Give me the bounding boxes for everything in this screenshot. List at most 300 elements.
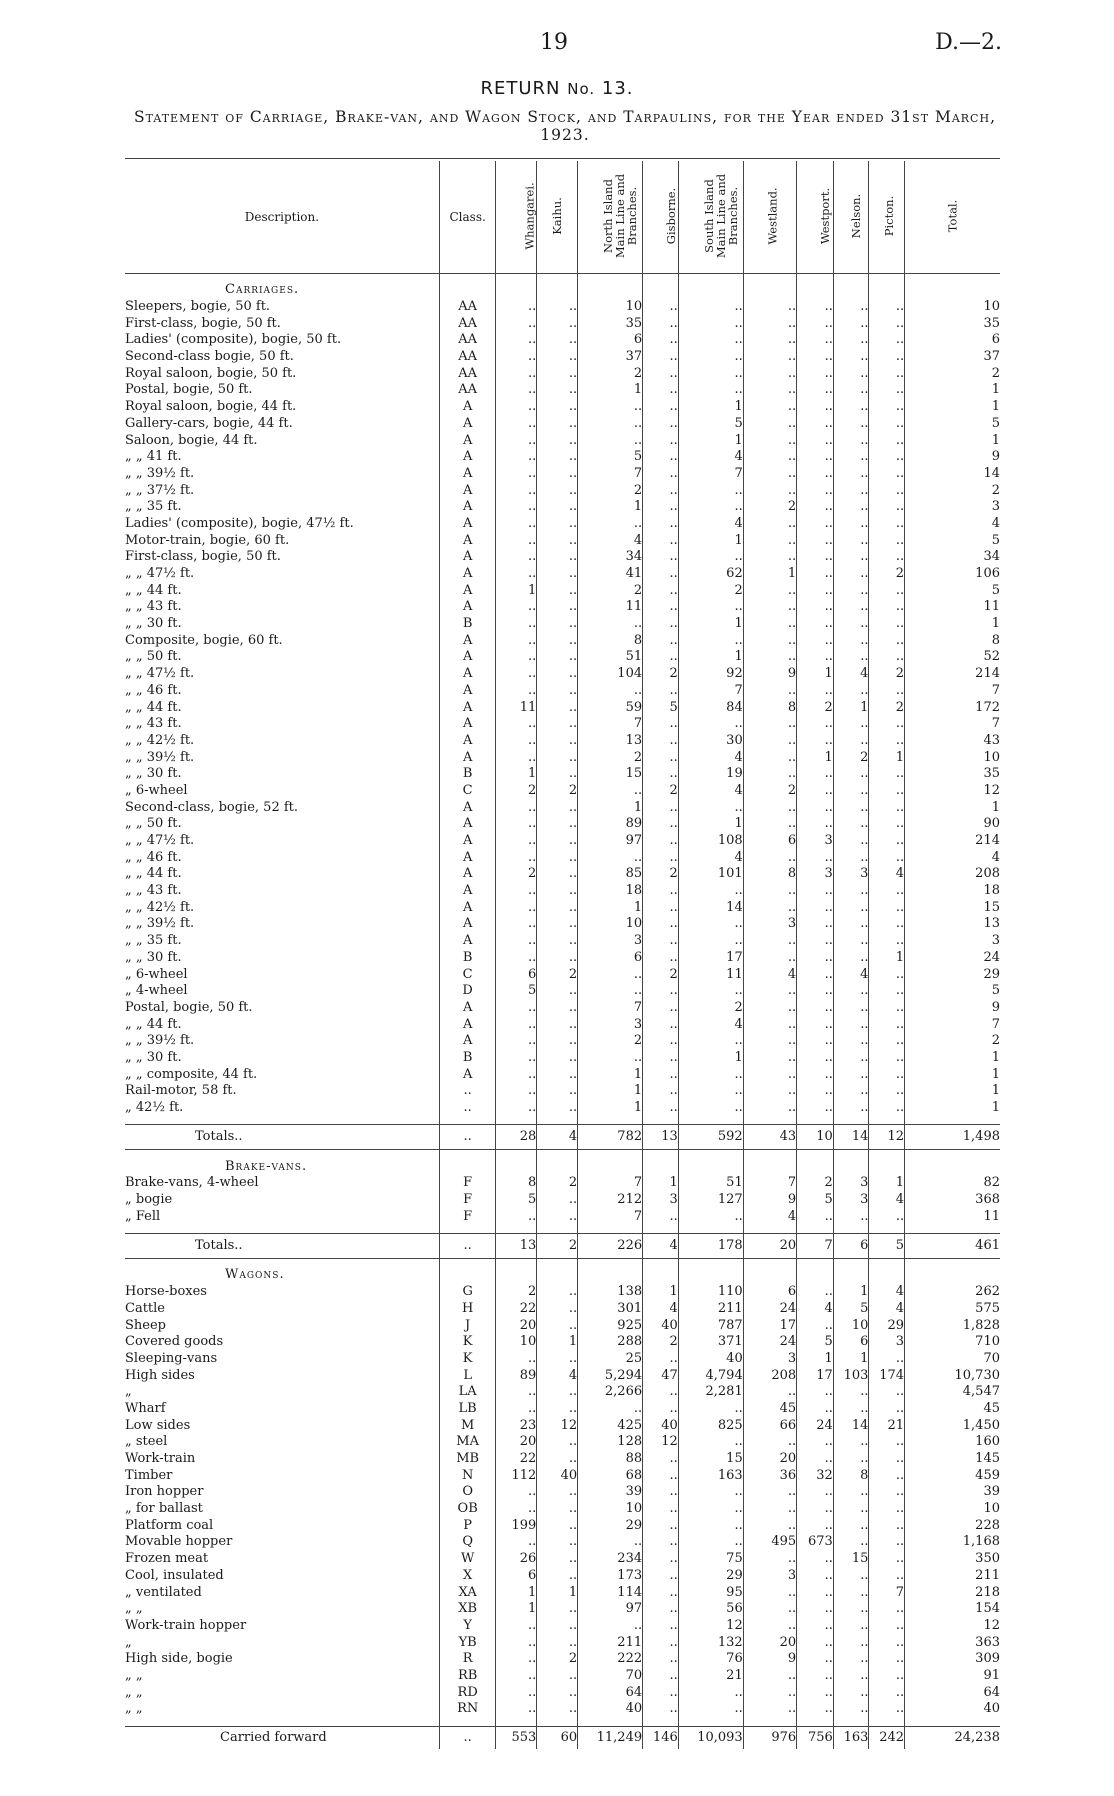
row-class: A — [439, 466, 496, 483]
row-value: 6 — [496, 966, 537, 983]
row-value: .. — [537, 1033, 578, 1050]
row-value: .. — [643, 1551, 679, 1568]
table-row — [125, 616, 1000, 633]
row-value: 35 — [905, 766, 1000, 783]
row-value: 3 — [905, 933, 1000, 950]
row-class: B — [439, 950, 496, 967]
row-value: .. — [678, 332, 743, 349]
row-value: .. — [643, 1083, 679, 1100]
row-description: Royal saloon, bogie, 44 ft. — [125, 399, 297, 415]
row-value: .. — [496, 1351, 537, 1368]
row-value: .. — [833, 532, 869, 549]
row-value: .. — [643, 733, 679, 750]
row-value: .. — [537, 1701, 578, 1718]
row-value: 5 — [905, 582, 1000, 599]
table-row — [125, 799, 1000, 816]
table-row — [125, 1501, 1000, 1518]
row-value: .. — [743, 1083, 796, 1100]
row-value: .. — [743, 349, 796, 366]
row-value: 154 — [905, 1601, 1000, 1618]
row-value: .. — [643, 983, 679, 1000]
row-value: 208 — [743, 1367, 796, 1384]
row-value: 10 — [578, 1501, 643, 1518]
row-value: .. — [869, 1351, 905, 1368]
row-value: 20 — [496, 1434, 537, 1451]
row-value: .. — [833, 599, 869, 616]
row-value: .. — [869, 983, 905, 1000]
row-value: .. — [869, 616, 905, 633]
row-value: 2 — [678, 582, 743, 599]
row-value: 10 — [578, 299, 643, 316]
row-value: .. — [797, 1016, 834, 1033]
table-row — [125, 899, 1000, 916]
row-value: 6 — [905, 332, 1000, 349]
table-row — [125, 365, 1000, 382]
row-description: Cattle — [125, 1300, 165, 1316]
row-value: 90 — [905, 816, 1000, 833]
row-value: 4 — [743, 966, 796, 983]
row-class: Y — [439, 1618, 496, 1635]
row-value: .. — [833, 1208, 869, 1225]
row-value: 22 — [496, 1301, 537, 1318]
row-value: 2 — [905, 365, 1000, 382]
row-value: .. — [833, 899, 869, 916]
row-value: 7 — [578, 1000, 643, 1017]
row-value: .. — [743, 799, 796, 816]
row-value: 363 — [905, 1634, 1000, 1651]
row-value — [743, 1116, 796, 1125]
row-value: 1 — [678, 816, 743, 833]
row-value: .. — [869, 1066, 905, 1083]
row-value: 103 — [833, 1367, 869, 1384]
row-description: Royal saloon, bogie, 50 ft. — [125, 365, 297, 381]
row-value: 1 — [905, 382, 1000, 399]
row-value: .. — [743, 899, 796, 916]
row-value — [743, 1259, 796, 1268]
row-value: .. — [537, 683, 578, 700]
row-value: .. — [833, 566, 869, 583]
row-class: .. — [439, 1083, 496, 1100]
row-value: .. — [833, 1501, 869, 1518]
row-value: .. — [797, 1568, 834, 1585]
row-value: .. — [743, 649, 796, 666]
row-value: .. — [743, 1000, 796, 1017]
row-value: .. — [643, 816, 679, 833]
row-value: .. — [496, 466, 537, 483]
row-class: C — [439, 966, 496, 983]
row-value: .. — [869, 1050, 905, 1067]
row-value: .. — [678, 599, 743, 616]
row-value: 214 — [905, 833, 1000, 850]
row-value: .. — [678, 299, 743, 316]
row-value: .. — [797, 1401, 834, 1418]
table-row — [125, 1651, 1000, 1668]
table-row — [125, 883, 1000, 900]
row-value: 132 — [678, 1634, 743, 1651]
row-class: A — [439, 566, 496, 583]
table-row — [125, 1684, 1000, 1701]
table-row — [125, 1384, 1000, 1401]
row-value: 110 — [678, 1284, 743, 1301]
row-value: 3 — [743, 1568, 796, 1585]
row-value: 782 — [578, 1125, 643, 1150]
row-description: „ „ composite, 44 ft. — [125, 1066, 258, 1082]
row-value: .. — [537, 749, 578, 766]
row-value — [578, 1718, 643, 1727]
row-value: 13 — [905, 916, 1000, 933]
row-value: 1 — [869, 749, 905, 766]
row-value: .. — [743, 933, 796, 950]
table-row — [125, 532, 1000, 549]
row-value: .. — [743, 1584, 796, 1601]
table-row — [125, 1517, 1000, 1534]
table-row — [125, 1618, 1000, 1635]
row-class: AA — [439, 332, 496, 349]
row-value: .. — [797, 466, 834, 483]
table-row — [125, 1000, 1000, 1017]
row-value: 20 — [743, 1234, 796, 1259]
row-value: .. — [833, 1701, 869, 1718]
row-value — [537, 1158, 578, 1175]
row-value: 12 — [537, 1417, 578, 1434]
row-description: Work-train hopper — [125, 1617, 247, 1633]
row-value: .. — [496, 1384, 537, 1401]
row-value: .. — [743, 1384, 796, 1401]
row-value: .. — [537, 482, 578, 499]
row-class: A — [439, 699, 496, 716]
row-value: .. — [537, 1451, 578, 1468]
row-class: M — [439, 1417, 496, 1434]
row-value: .. — [869, 432, 905, 449]
row-value: 4 — [643, 1301, 679, 1318]
row-value: .. — [797, 950, 834, 967]
row-value — [797, 1718, 834, 1727]
row-class: A — [439, 549, 496, 566]
row-value: .. — [678, 499, 743, 516]
row-value — [678, 1718, 743, 1727]
row-value: 2 — [537, 1234, 578, 1259]
row-value: .. — [869, 716, 905, 733]
table-row — [125, 649, 1000, 666]
row-value: .. — [496, 849, 537, 866]
table-row — [125, 666, 1000, 683]
row-value: .. — [496, 649, 537, 666]
row-value: .. — [643, 1033, 679, 1050]
row-value: 1 — [905, 432, 1000, 449]
row-value — [869, 274, 905, 283]
row-description: Horse-boxes — [125, 1284, 207, 1300]
row-value: 32 — [797, 1467, 834, 1484]
row-value: 1 — [678, 649, 743, 666]
row-value — [678, 1259, 743, 1268]
row-value: 8 — [578, 632, 643, 649]
table-row — [125, 1668, 1000, 1685]
table-row — [125, 1601, 1000, 1618]
row-value: 97 — [578, 1601, 643, 1618]
row-value: .. — [496, 1684, 537, 1701]
row-value: .. — [496, 883, 537, 900]
row-value: 12 — [905, 783, 1000, 800]
row-value — [578, 1150, 643, 1159]
row-value: 10 — [797, 1125, 834, 1150]
row-value: .. — [537, 432, 578, 449]
row-class: A — [439, 532, 496, 549]
row-value: 1 — [578, 1066, 643, 1083]
row-value: .. — [833, 1016, 869, 1033]
section-heading — [125, 1158, 1000, 1175]
row-value — [869, 1259, 905, 1268]
row-value: .. — [743, 1684, 796, 1701]
row-description: „ 42½ ft. — [125, 1100, 184, 1116]
row-value: 47 — [643, 1367, 679, 1384]
row-value: .. — [869, 1684, 905, 1701]
row-value — [537, 1225, 578, 1234]
row-value — [869, 1718, 905, 1727]
row-description: Timber — [125, 1467, 173, 1483]
table-row — [125, 315, 1000, 332]
row-value: .. — [496, 1534, 537, 1551]
row-class: RD — [439, 1684, 496, 1701]
row-value: 40 — [643, 1417, 679, 1434]
row-value: .. — [743, 1434, 796, 1451]
row-value: .. — [578, 683, 643, 700]
row-value: .. — [537, 916, 578, 933]
row-value: .. — [537, 1551, 578, 1568]
row-value: 24,238 — [905, 1726, 1000, 1749]
row-value: 3 — [869, 1334, 905, 1351]
row-description: Carried forward — [125, 1726, 439, 1749]
row-value: 2 — [643, 783, 679, 800]
carried-forward-row — [125, 1726, 1000, 1749]
row-value: 62 — [678, 566, 743, 583]
row-value: 2 — [496, 783, 537, 800]
row-class: A — [439, 499, 496, 516]
row-value: 208 — [905, 866, 1000, 883]
row-value: 1,828 — [905, 1317, 1000, 1334]
row-value: .. — [833, 1684, 869, 1701]
row-value: 1 — [905, 1100, 1000, 1117]
row-value: .. — [797, 582, 834, 599]
row-value — [496, 1158, 537, 1175]
row-value: .. — [496, 799, 537, 816]
row-value: .. — [678, 1033, 743, 1050]
row-value — [833, 1225, 869, 1234]
row-value: .. — [797, 766, 834, 783]
row-value: 2 — [578, 482, 643, 499]
row-value: 14 — [833, 1417, 869, 1434]
row-value: .. — [833, 1451, 869, 1468]
row-value: .. — [797, 1501, 834, 1518]
row-value: 3 — [743, 1351, 796, 1368]
row-value: .. — [537, 1517, 578, 1534]
row-class: A — [439, 599, 496, 616]
row-description: Platform coal — [125, 1517, 214, 1533]
row-value: .. — [833, 399, 869, 416]
table-row — [125, 1083, 1000, 1100]
row-value: 4 — [869, 1301, 905, 1318]
row-description: „ „ 39½ ft. — [125, 916, 195, 932]
row-value: .. — [643, 833, 679, 850]
row-value: .. — [496, 916, 537, 933]
row-value: 673 — [797, 1534, 834, 1551]
row-value: .. — [643, 1584, 679, 1601]
row-value: 8 — [743, 866, 796, 883]
row-value: .. — [869, 299, 905, 316]
row-value: .. — [537, 766, 578, 783]
row-value: .. — [643, 482, 679, 499]
row-value: 5 — [643, 699, 679, 716]
row-value — [578, 274, 643, 283]
row-value: 4 — [905, 849, 1000, 866]
row-value: .. — [496, 950, 537, 967]
row-description: Work-train — [125, 1451, 196, 1467]
row-value: 6 — [833, 1234, 869, 1259]
row-value: 1 — [496, 582, 537, 599]
row-value: 7 — [578, 1208, 643, 1225]
row-class: A — [439, 582, 496, 599]
row-value — [496, 1718, 537, 1727]
row-value: .. — [496, 1501, 537, 1518]
row-description: Second-class, bogie, 52 ft. — [125, 799, 299, 815]
row-value: 8 — [496, 1175, 537, 1192]
row-value: 14 — [833, 1125, 869, 1150]
row-value — [643, 282, 679, 299]
row-value: .. — [869, 1551, 905, 1568]
row-value: .. — [496, 1668, 537, 1685]
row-value: .. — [643, 382, 679, 399]
row-value: 36 — [743, 1467, 796, 1484]
row-class — [439, 1718, 496, 1727]
header-total: Total. — [905, 161, 1000, 274]
row-class: F — [439, 1175, 496, 1192]
row-value: 5 — [496, 983, 537, 1000]
row-value: .. — [869, 516, 905, 533]
table-row — [125, 1417, 1000, 1434]
row-value: .. — [869, 783, 905, 800]
row-value: .. — [678, 799, 743, 816]
row-class: X — [439, 1568, 496, 1585]
row-value: .. — [833, 1517, 869, 1534]
row-value: .. — [833, 683, 869, 700]
row-value: .. — [743, 332, 796, 349]
row-value: .. — [537, 1000, 578, 1017]
row-value: 2 — [578, 1033, 643, 1050]
row-value — [905, 1225, 1000, 1234]
row-value: .. — [643, 332, 679, 349]
row-value: .. — [833, 883, 869, 900]
totals-row — [125, 1234, 1000, 1259]
row-value: 19 — [678, 766, 743, 783]
row-value — [578, 1259, 643, 1268]
row-value: .. — [797, 1083, 834, 1100]
row-value: .. — [833, 432, 869, 449]
row-value: 45 — [743, 1401, 796, 1418]
row-value: .. — [496, 499, 537, 516]
row-value: .. — [833, 833, 869, 850]
row-value: 28 — [496, 1125, 537, 1150]
row-value — [869, 1158, 905, 1175]
table-row — [125, 916, 1000, 933]
row-description: Wharf — [125, 1400, 166, 1416]
row-description: „ „ — [125, 1601, 143, 1617]
row-value: .. — [743, 1517, 796, 1534]
row-value: .. — [797, 382, 834, 399]
row-value: 34 — [578, 549, 643, 566]
row-value: .. — [643, 1066, 679, 1083]
row-value: 2 — [797, 1175, 834, 1192]
row-value: 242 — [869, 1726, 905, 1749]
row-value: .. — [797, 1384, 834, 1401]
row-value: .. — [537, 950, 578, 967]
row-value: .. — [578, 783, 643, 800]
row-value — [537, 1259, 578, 1268]
row-value: .. — [743, 582, 796, 599]
row-value: 4 — [833, 966, 869, 983]
row-value: .. — [833, 1668, 869, 1685]
row-description: „ for ballast — [125, 1501, 203, 1517]
row-value: .. — [743, 382, 796, 399]
row-value: .. — [869, 599, 905, 616]
row-value: .. — [643, 499, 679, 516]
row-value: 925 — [578, 1317, 643, 1334]
row-value: 34 — [905, 549, 1000, 566]
row-value: .. — [743, 816, 796, 833]
row-value: 2 — [578, 749, 643, 766]
row-value: .. — [833, 416, 869, 433]
row-value — [537, 1150, 578, 1159]
row-class: YB — [439, 1634, 496, 1651]
row-value — [743, 282, 796, 299]
table-row — [125, 599, 1000, 616]
row-description: „ „ 44 ft. — [125, 866, 182, 882]
row-value: .. — [643, 566, 679, 583]
row-value: .. — [496, 532, 537, 549]
row-value: .. — [797, 1451, 834, 1468]
row-value: .. — [833, 516, 869, 533]
row-value: 10 — [833, 1317, 869, 1334]
row-value — [833, 1718, 869, 1727]
row-value: 3 — [833, 866, 869, 883]
row-value: .. — [833, 315, 869, 332]
row-value: .. — [643, 349, 679, 366]
row-description — [125, 1225, 439, 1234]
row-value: 1 — [833, 1284, 869, 1301]
row-description: „ „ 44 ft. — [125, 699, 182, 715]
row-value: 1 — [905, 616, 1000, 633]
return-number: 13. — [601, 78, 634, 99]
row-value: .. — [537, 632, 578, 649]
row-value: .. — [643, 683, 679, 700]
row-value: .. — [496, 299, 537, 316]
row-value: .. — [797, 916, 834, 933]
row-value: 97 — [578, 833, 643, 850]
page-number: 19 — [540, 30, 568, 55]
spacer-row — [125, 1259, 1000, 1268]
row-class: A — [439, 1033, 496, 1050]
row-value: .. — [578, 1534, 643, 1551]
row-description: „ Fell — [125, 1208, 161, 1224]
row-value: .. — [678, 883, 743, 900]
row-class: XA — [439, 1584, 496, 1601]
header-whangarei: Whangarei. — [496, 161, 537, 274]
table-row — [125, 833, 1000, 850]
row-value: 2 — [869, 566, 905, 583]
row-value: .. — [743, 365, 796, 382]
row-value: 1 — [797, 1351, 834, 1368]
row-value: .. — [496, 399, 537, 416]
table-row — [125, 1351, 1000, 1368]
row-value: 1,450 — [905, 1417, 1000, 1434]
